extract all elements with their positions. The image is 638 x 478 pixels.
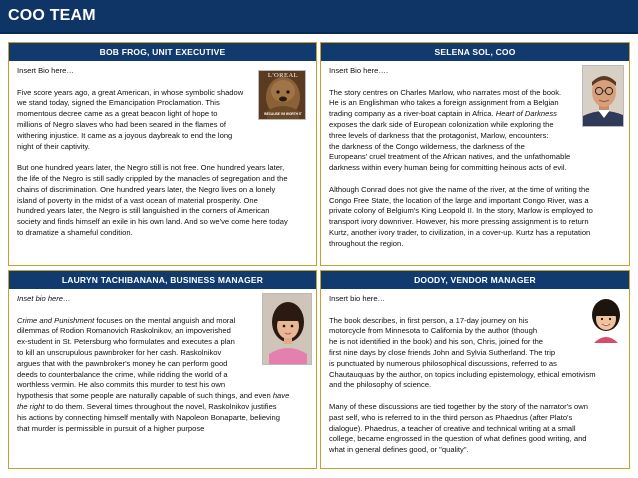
panel-header: SELENA SOL, COO	[321, 43, 629, 61]
smiling-girl-photo	[589, 297, 623, 343]
bio-intro: Inset bio here…	[17, 294, 71, 303]
bio-intro: Insert Bio here…	[17, 66, 74, 75]
panel-doody	[320, 270, 630, 469]
book-title: Heart of Darkness	[495, 109, 557, 119]
panel-body	[321, 289, 629, 469]
bio-paragraph: But one hundred years later, the Negro still is not free. One hundred years later, the life of the Negro is still sadly crippled by the manacles of segregation and the chains of discrimination. One hundred years later, the Negro lives on a lonely island of poverty in the midst of a vast ocean of material prosperity. One hundred years later, the Negro is still languished in the corners of American society and finds himself an exile in his own land. And so we've come here today to dramatize a shameful condition.	[17, 163, 288, 237]
bio-paragraph: Although Conrad does not give the name of the river, at the time of writing the Congo Free State, the location of the large and important Congo River, was a private colony of Belgium's King Leopold II. In the story, Marlow is employed to transport ivory downriver. However, his more pressing assignment is to return Kurtz, another ivory trader, to civilization, in a cover-up. Kurtz has a reputation throughout the region.	[329, 184, 593, 248]
bio-paragraph: Many of these discussions are tied together by the story of the narrator's own past self, who is referred to in the third person as Phaedrus (after Plato's dialogue). Phaedrus, a teacher of creative and technical writing at a small college, became engrossed in the question of what defines good writing, and what in general defines good, or "quality".	[329, 401, 588, 455]
page-title: COO TEAM	[8, 7, 96, 24]
bio-intro: Insert Bio here….	[329, 66, 389, 75]
title-bar	[0, 0, 638, 34]
panel-bob-frog	[8, 42, 317, 266]
book-title: Crime and Punishment	[17, 315, 95, 325]
bio-paragraph: Crime and Punishment focuses on the mental anguish and moral dilemmas of Rodion Romanovich Raskolnikov, an impoverished ex-student in St. Petersburg who formulates and executes a plan to kill an unscrupulous pawnbroker for her cash. Raskolnikov argues that with the pawnbroker's money he can perform good deeds to counterbalance the crime, while ridding the world of a worthless vermin. He also commits this murder to test his own hypothesis that some people are naturally capable of such things, and even have the right to do them. Several times throughout the novel, Raskolnikov justifies his actions by connecting himself mentally with Napoleon Bonaparte, believing that murder is permissible in pursuit of a higher purpose	[17, 315, 290, 433]
panel-header: LAURYN TACHIBANANA, BUSINESS MANAGER	[9, 271, 316, 289]
logo-text: L'OREAL	[267, 72, 299, 79]
bio-paragraph: The book describes, in first person, a 17-day journey on his motorcycle from Minnesota to California by the author (though he is not identified in the book) and his son, Chris, joined for the first nine days by close friends John and Sylvia Sutherland. The trip is punctuated by numerous philosophical discussions, referred to as Chautauquas by the author, on topics including epistemology, ethical emotivism and the philosophy of science.	[329, 315, 596, 390]
panel-header: BOB FROG, UNIT EXECUTIVE	[9, 43, 316, 61]
man-with-glasses-portrait	[582, 65, 624, 127]
panel-header: DOODY, VENDOR MANAGER	[321, 271, 629, 289]
bio-intro: Insert bio here…	[329, 294, 386, 303]
bio-paragraph: The story centres on Charles Marlow, who narrates most of the book. He is an Englishman who takes a foreign assignment from a Belgian trading company as a river-boat captain in Africa. Heart of Darkness exposes the dark side of European colonization while exploring the three levels of darkness that the protagonist, Marlow, encounters: the darkness of the Congo wilderness, the darkness of the Europeans' cruel treatment of the African natives, and the unfathomable darkness within every human being for committing heinous acts of evil.	[329, 87, 571, 173]
meme-caption: BECAUSE I'M WORTH IT	[264, 112, 302, 116]
bio-paragraph: Five score years ago, a great American, in whose symbolic shadow we stand today, signed the Emancipation Proclamation. This momentous decree came as a great beacon light of hope to millions of Negro slaves who had been seared in the flames of withering injustice. It came as a joyous daybreak to end the long night of their captivity.	[17, 87, 244, 151]
young-girl-pink-shirt-photo	[262, 293, 312, 365]
panel-selena-sol	[320, 42, 630, 266]
panel-lauryn-tachibanana	[8, 270, 317, 469]
chewbacca-meme-photo	[258, 70, 306, 120]
